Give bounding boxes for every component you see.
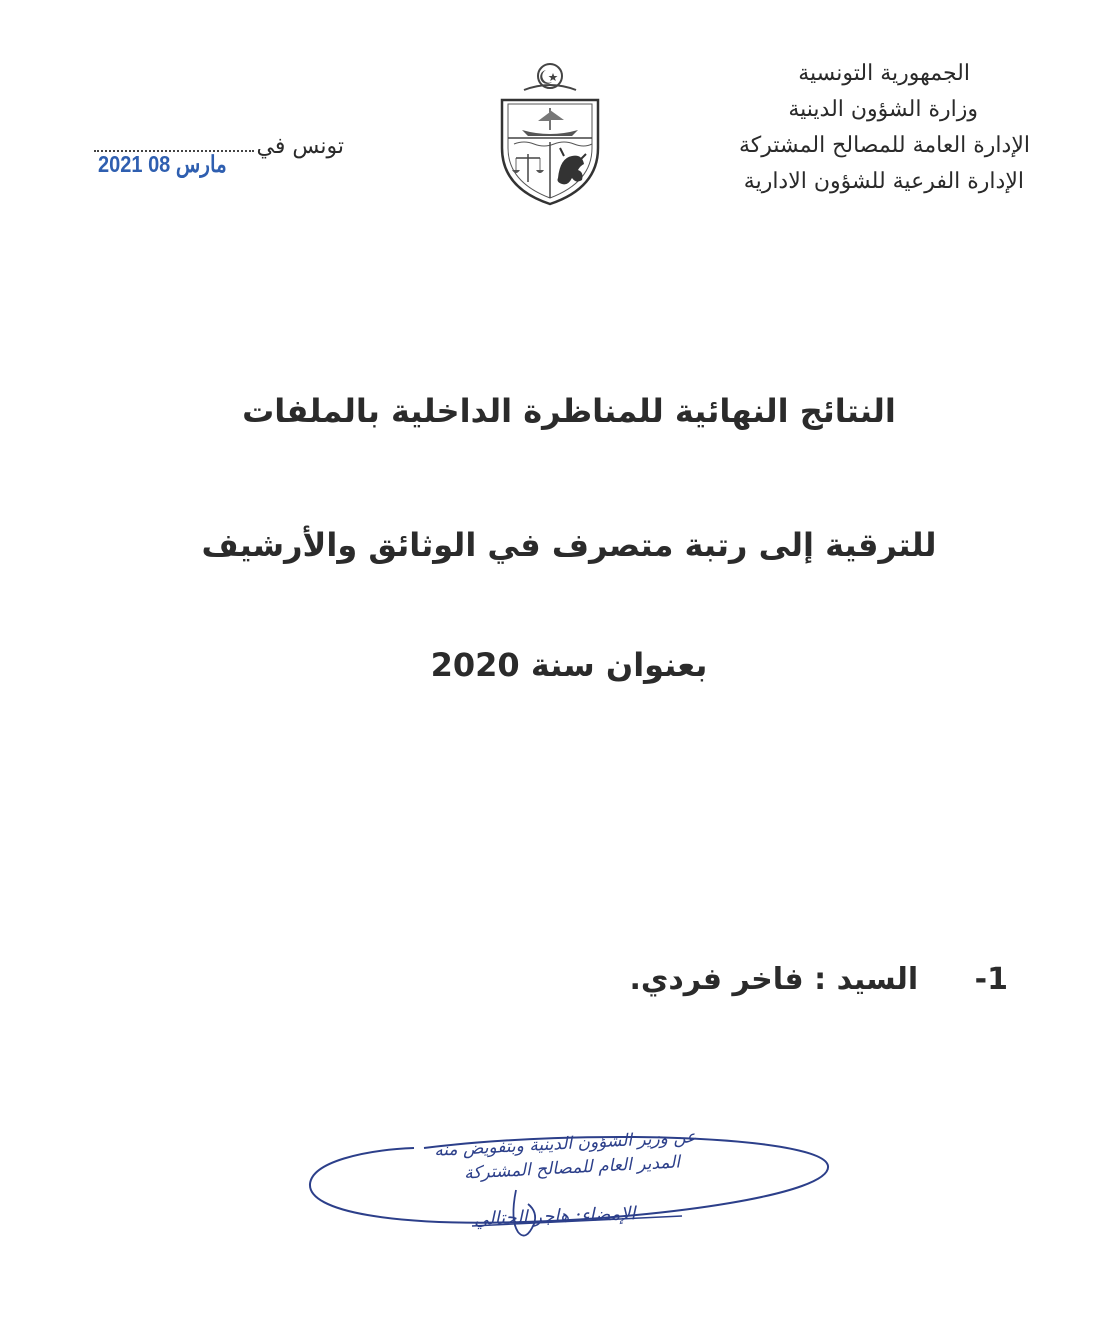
ministry-header	[610, 56, 1030, 200]
title-line-1: النتائج النهائية للمناظرة الداخلية بالملفات	[242, 392, 896, 430]
signature-title-line: المدير العام للمصالح المشتركة	[463, 1152, 681, 1184]
header-country: الجمهورية التونسية	[798, 61, 970, 86]
result-list-item	[629, 962, 1008, 997]
place-and-date	[94, 130, 344, 180]
signature-block	[304, 1126, 834, 1256]
tunisia-coat-of-arms-icon	[494, 60, 606, 210]
title-line-2: للترقية إلى رتبة متصرف في الوثائق والأرشيف	[201, 526, 937, 564]
signature-delegation-line: عن وزير الشؤون الدينية وبتفويض منه	[433, 1127, 697, 1161]
place-label: تونس في	[256, 134, 344, 159]
result-name: السيد : فاخر فردي.	[629, 962, 919, 997]
date-stamp: 2021 مارس 08	[98, 152, 227, 178]
title-line-3: بعنوان سنة 2020	[430, 646, 708, 684]
header-directorate: الإدارة العامة للمصالح المشتركة	[738, 133, 1030, 158]
signature-name-line: الإمضاء: هاجر الحتالي	[473, 1203, 636, 1230]
result-number: 1-	[974, 962, 1008, 997]
header-ministry: وزارة الشؤون الدينية	[788, 97, 978, 122]
header-subdirectorate: الإدارة الفرعية للشؤون الادارية	[743, 169, 1024, 194]
